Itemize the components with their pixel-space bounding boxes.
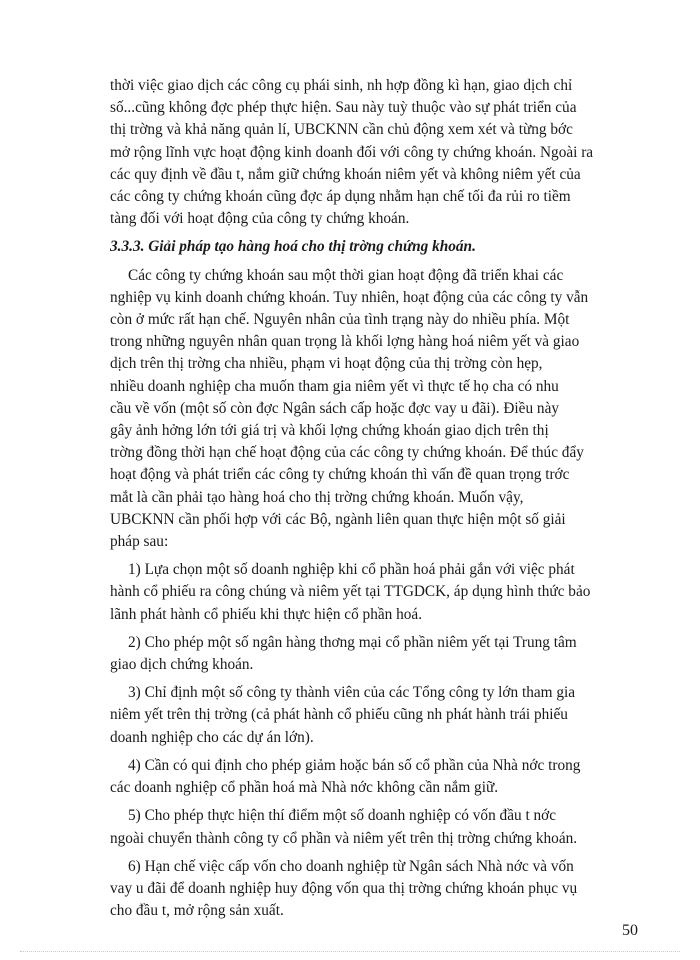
text-line: 6) Hạn chế việc cấp vốn cho doanh nghiệp từ Ngân sách Nhà nớc và vốn: [128, 857, 574, 875]
text-line: pháp sau:: [110, 533, 169, 551]
footer-divider: [20, 951, 680, 952]
list-item-4: [110, 755, 638, 799]
text-line: các công ty chứng khoán cũng đợc áp dụng nhằm hạn chế tối đa rủi ro tiềm: [110, 188, 571, 206]
list-item-5: [110, 805, 638, 849]
text-line: thị trờng và khả năng quản lí, UBCKNN cần chủ động xem xét và từng bớc: [110, 121, 573, 139]
text-line: Các công ty chứng khoán sau một thời gian hoạt động đã triển khai các: [128, 266, 564, 284]
text-line: nghiệp vụ kinh doanh chứng khoán. Tuy nhiên, hoạt động của các công ty vẫn: [110, 288, 589, 306]
text-line: mở rộng lĩnh vực hoạt động kinh doanh đối với công ty chứng khoán. Ngoài ra: [110, 143, 594, 161]
text-line: 4) Cần có qui định cho phép giảm hoặc bán số cổ phần của Nhà nớc trong: [128, 756, 581, 774]
list-item-3: [110, 682, 638, 749]
section-heading: 3.3.3. Giải pháp tạo hàng hoá cho thị trờng chứng khoán.: [110, 238, 476, 256]
text-line: các doanh nghiệp cổ phần hoá mà Nhà nớc không cần nắm giữ.: [110, 779, 499, 797]
text-line: hoạt động và phát triển các công ty chứng khoán thì vấn đề quan trọng trớc: [110, 466, 570, 484]
text-line: trong những nguyên nhân quan trọng là khối lợng hàng hoá niêm yết và giao: [110, 333, 580, 351]
text-line: dịch trên thị trờng cha nhiều, phạm vi hoạt động của thị trờng còn hẹp,: [110, 355, 543, 373]
page-content: [110, 75, 638, 928]
list-item-1: [110, 559, 638, 626]
text-line: gây ảnh hởng lớn tới giá trị và khối lợng chứng khoán giao dịch trên thị: [110, 422, 549, 440]
text-line: vay u đãi để doanh nghiệp huy động vốn qua thị trờng chứng khoán phục vụ: [110, 879, 578, 897]
text-line: hành cổ phiếu ra công chúng và niêm yết tại TTGDCK, áp dụng hình thức bảo: [110, 583, 591, 601]
text-line: 3) Chỉ định một số công ty thành viên của các Tổng công ty lớn tham gia: [128, 684, 576, 702]
list-item-2: [110, 632, 638, 676]
text-line: trờng đồng thời hạn chế hoạt động của các công ty chứng khoán. Để thúc đẩy: [110, 444, 584, 462]
text-line: giao dịch chứng khoán.: [110, 656, 254, 674]
paragraph-intro: [110, 75, 638, 230]
text-line: doanh nghiệp cho các dự án lớn).: [110, 728, 314, 746]
text-line: cầu về vốn (một số còn đợc Ngân sách cấp hoặc đợc vay u đãi). Điều này: [110, 399, 560, 417]
text-line: cho đầu t, mở rộng sản xuất.: [110, 902, 284, 920]
text-line: 1) Lựa chọn một số doanh nghiệp khi cổ phần hoá phải gắn với việc phát: [128, 561, 575, 579]
text-line: ngoài chuyển thành công ty cổ phần và niêm yết trên thị trờng chứng khoán.: [110, 829, 578, 847]
text-line: 2) Cho phép một số ngân hàng thơng mại cổ phần niêm yết tại Trung tâm: [128, 633, 577, 651]
text-line: UBCKNN cần phối hợp với các Bộ, ngành liên quan thực hiện một số giải: [110, 510, 566, 528]
list-item-6: [110, 856, 638, 923]
text-line: các quy định về đầu t, nắm giữ chứng khoán niêm yết và không niêm yết của: [110, 165, 581, 183]
text-line: số...cũng không đợc phép thực hiện. Sau này tuỳ thuộc vào sự phát triển của: [110, 99, 577, 117]
text-line: còn ở mức rất hạn chế. Nguyên nhân của tình trạng này do nhiều phía. Một: [110, 311, 570, 329]
text-line: 5) Cho phép thực hiện thí điểm một số doanh nghiệp có vốn đầu t nớc: [128, 807, 557, 825]
text-line: mắt là cần phải tạo hàng hoá cho thị trờng chứng khoán. Muốn vậy,: [110, 488, 524, 506]
text-line: niêm yết trên thị trờng (cả phát hành cổ phiếu cũng nh phát hành trái phiếu: [110, 706, 568, 724]
text-line: thời việc giao dịch các công cụ phái sinh, nh hợp đồng kì hạn, giao dịch chỉ: [110, 77, 573, 94]
page-number: 50: [622, 922, 638, 939]
text-line: lãnh phát hành cổ phiếu khi thực hiện cổ phần hoá.: [110, 605, 423, 623]
paragraph-body: [110, 265, 638, 554]
text-line: nhiều doanh nghiệp cha muốn tham gia niêm yết vì thực tế họ cha có nhu: [110, 377, 559, 395]
text-line: tàng đối với hoạt động của công ty chứng khoán.: [110, 210, 410, 228]
